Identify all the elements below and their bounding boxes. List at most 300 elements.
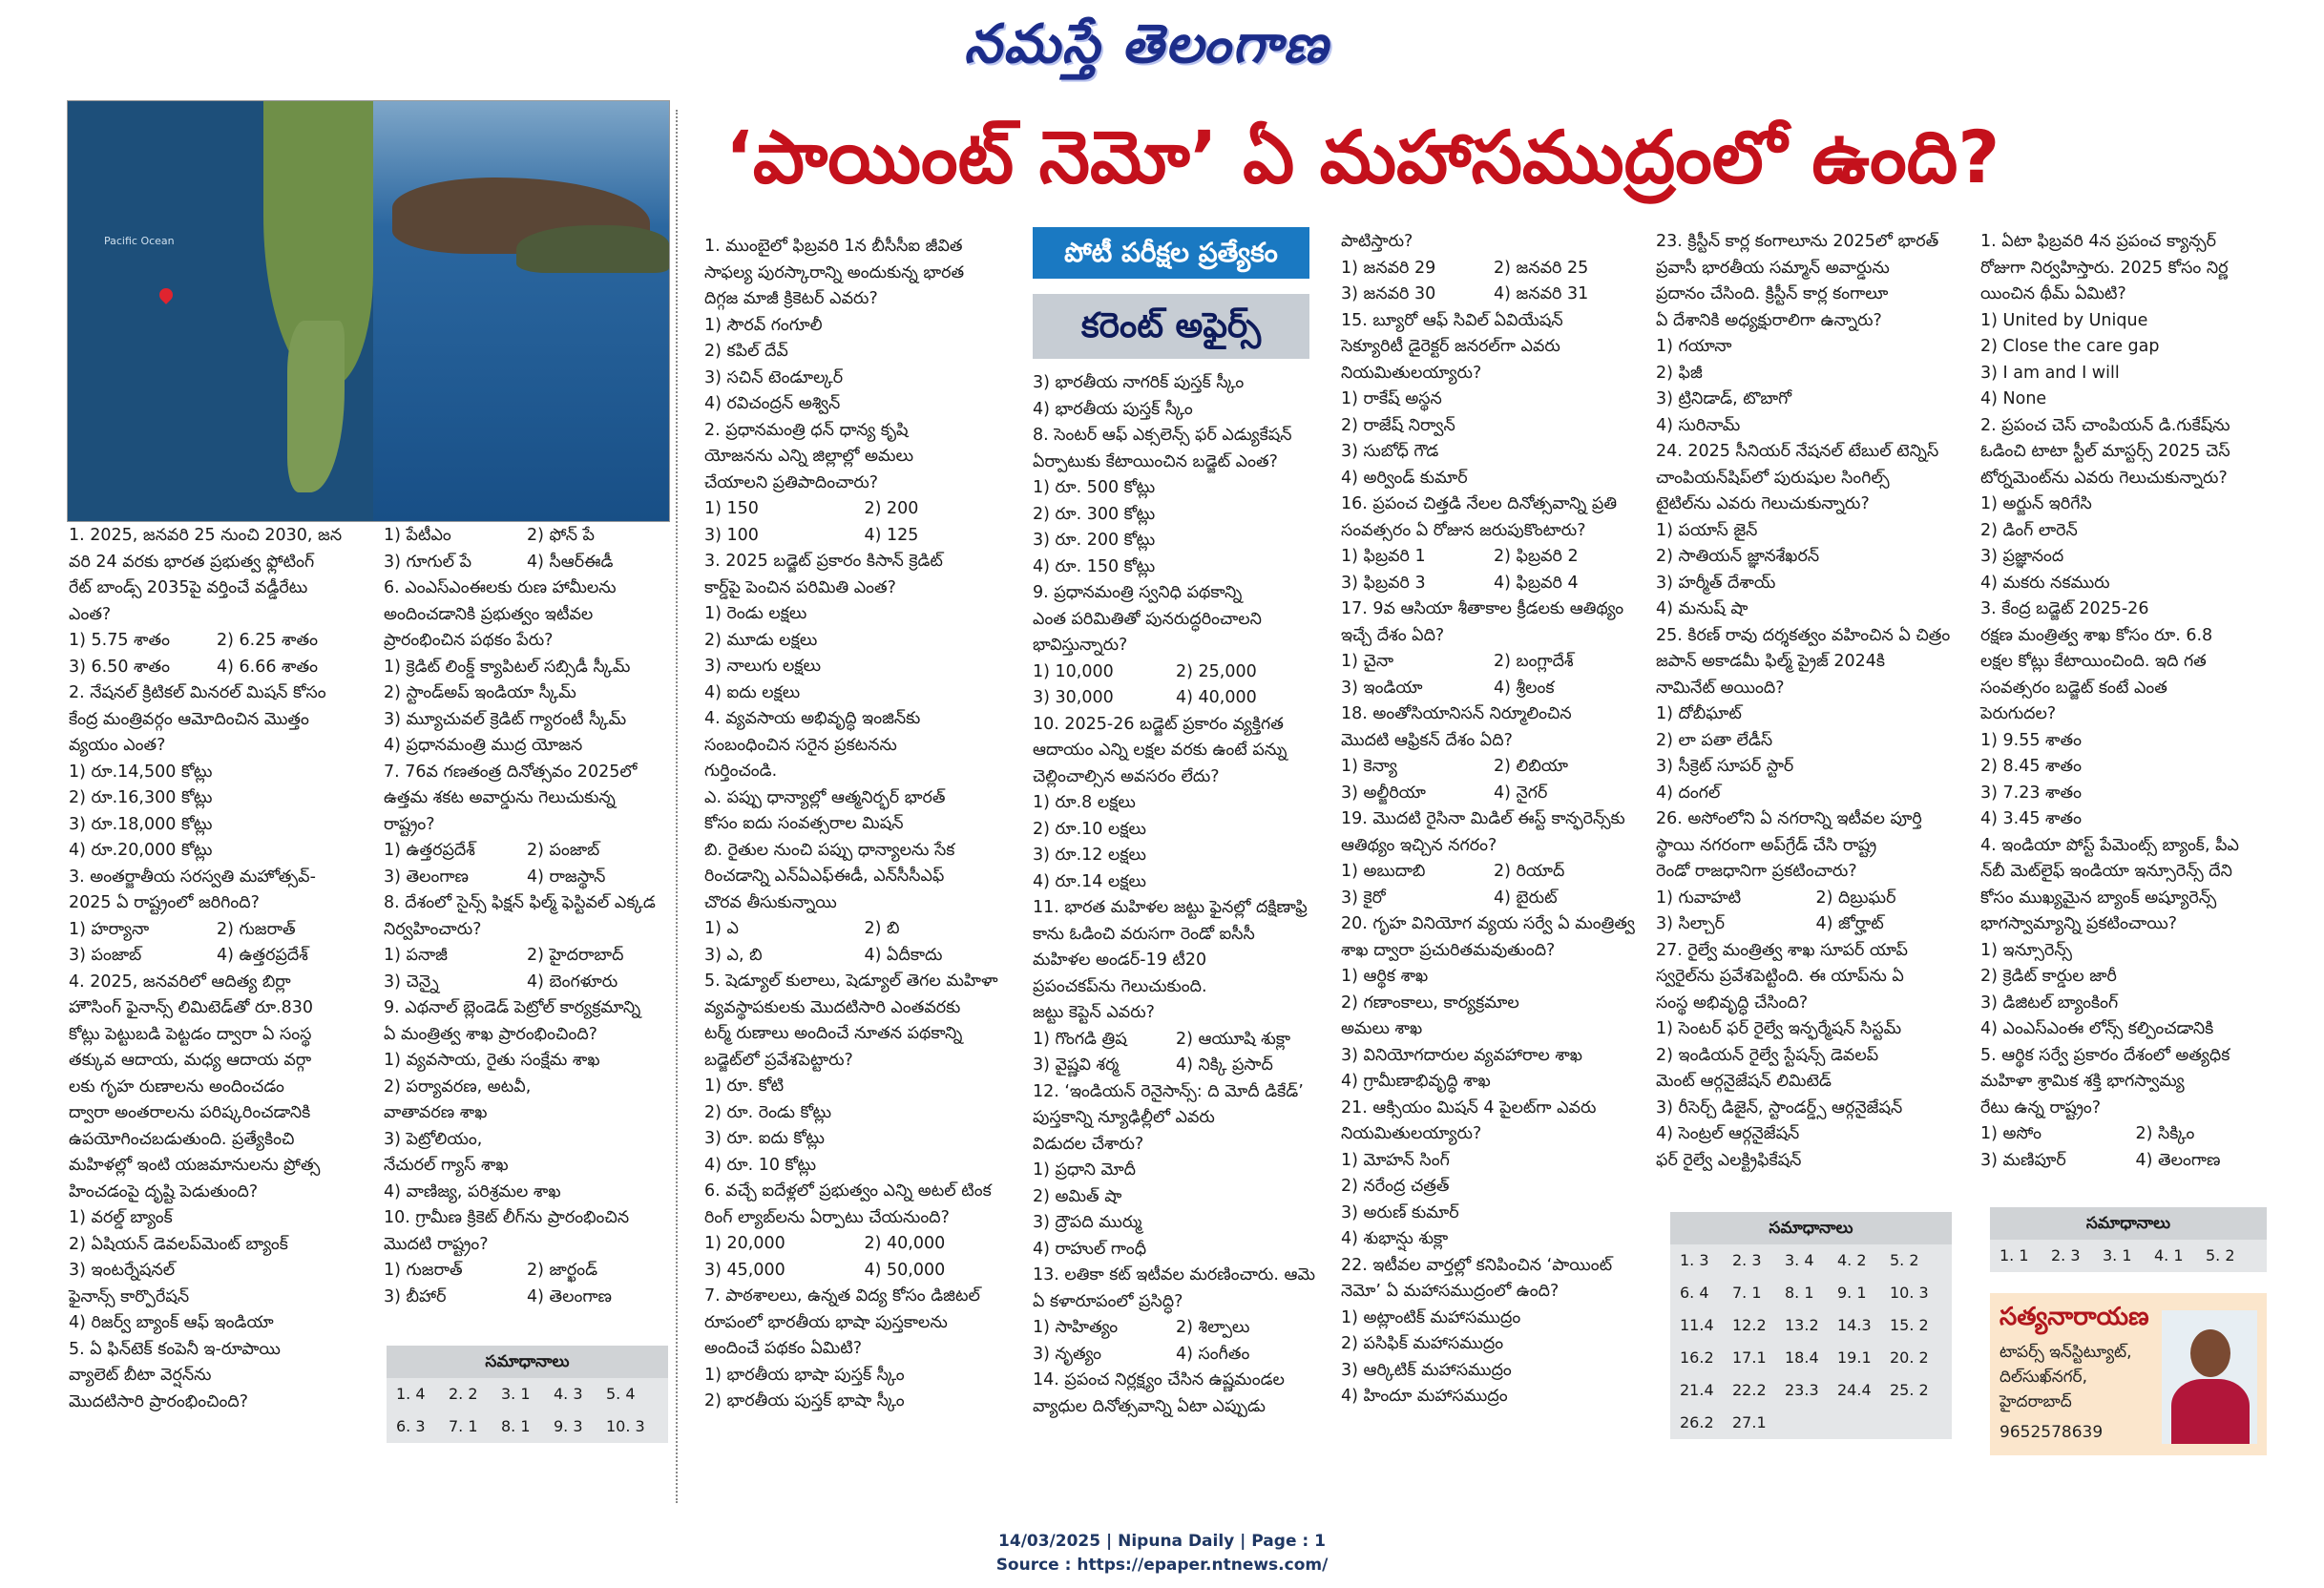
answer-cell: 12.2: [1732, 1316, 1767, 1334]
question-block: [384, 1205, 670, 1310]
question-text: 3. 2025 బడ్జెట్ ప్రకారం కిసాన్ క్రెడిట్: [704, 552, 943, 571]
option-text: 1) ప్రధాని మోదీ: [1033, 1160, 1136, 1180]
question-line: నిర్వహించారు?: [384, 919, 482, 939]
question-line: సంబంధించిన సరైన ప్రకటనను: [704, 735, 897, 755]
option-text: 3) కైరో: [1341, 888, 1386, 908]
option-text: ఫైనాన్స్ కార్పొరేషన్: [69, 1286, 190, 1306]
option-text: 1) వరల్డ్ బ్యాంక్: [69, 1208, 173, 1227]
question-block: [1656, 623, 1976, 807]
option-text: 2) సిక్కిం: [2135, 1124, 2195, 1143]
question-line: మొదటిసారి ప్రారంభించింది?: [69, 1391, 248, 1411]
options-list: [69, 1205, 365, 1337]
option-text: 2) జార్ఖండ్: [527, 1261, 598, 1280]
option-text: 3) మణిపూర్: [1980, 1150, 2066, 1170]
answers-grid: [387, 1378, 668, 1443]
answer-cell: [1890, 1407, 1942, 1439]
section-title: కరెంట్ అఫైర్స్: [1033, 294, 1309, 359]
question-text: 4. 2025, జనవరిలో ఆదిత్య బిర్లా: [69, 972, 291, 992]
answer-cell: 4. 1: [2154, 1246, 2184, 1264]
question-text: 3. కేంద్ర బడ్జెట్ 2025-26: [1980, 599, 2149, 618]
option-text: 3) ద్రౌపది ముర్ము: [1033, 1213, 1142, 1232]
question-line: కార్డ్‌పై పెంచిన పరిమితి ఎంత?: [704, 577, 896, 597]
question-line: పాటిస్తారు?: [1341, 232, 1413, 251]
options-grid: [704, 1231, 1024, 1284]
option-text: 1) ఇన్సూరెన్స్: [1980, 940, 2072, 960]
options-grid: [384, 943, 670, 995]
option-text: 1) ఆర్థిక శాఖ: [1341, 967, 1429, 986]
options-list: [384, 655, 670, 760]
option-text: 2) గుజరాత్: [217, 919, 296, 939]
question-line: బి. రైతుల నుంచి పప్పు ధాన్యాలను సేక: [704, 840, 955, 860]
question-text: 4. వ్యవసాయ అభివృద్ధి ఇంజిన్‌కు: [704, 709, 921, 728]
question-text: 14. ప్రపంచ నిర్లక్ష్యం చేసిన ఉష్ణమండల: [1033, 1370, 1285, 1390]
option-text: 2) 25,000: [1176, 661, 1257, 681]
option-text: 3) 6.50 శాతం: [69, 657, 170, 677]
question-text: 10. 2025-26 బడ్జెట్ ప్రకారం వ్యక్తిగత: [1033, 714, 1284, 734]
option-text: 1) గొంగడి త్రిష: [1033, 1029, 1127, 1049]
option-text: 2) ఫిజీ: [1656, 363, 1703, 383]
answer-cell: 1. 1: [1999, 1246, 2029, 1264]
option-text: 2) పసిఫిక్ మహాసముద్రం: [1341, 1334, 1504, 1353]
question-block: [1341, 1253, 1646, 1410]
options-list: [704, 1363, 1024, 1415]
question-block: [704, 418, 1024, 550]
option-text: 1) 5.75 శాతం: [69, 631, 170, 650]
map-image: [68, 101, 373, 521]
question-block: [384, 760, 670, 891]
question-line: వ్యాధుల దినోత్సవాన్ని ఏటా ఎప్పుడు: [1033, 1396, 1266, 1416]
option-text: 2) పంజాబ్: [527, 841, 600, 860]
question-text: 16. ప్రపంచ చిత్తడి నేలల దినోత్సవాన్ని ప్రతి: [1341, 494, 1618, 513]
question-line: స్వరైల్‌ను ప్రవేశపెట్టింది. ఈ యాప్‌ను ఏ: [1656, 967, 1904, 986]
option-text: అమలు శాఖ: [1341, 1019, 1423, 1038]
option-text: 2) కపిల్ దేవ్: [704, 342, 788, 361]
option-text: 1) రూ. కోటి: [704, 1076, 785, 1096]
option-text: 3) 7.23 శాతం: [1980, 783, 2082, 803]
question-line: వ్యయం ఎంత?: [69, 736, 166, 755]
option-text: 1) United by Unique: [1980, 310, 2148, 330]
question-line: ఏ కళారూపంలో ప్రసిద్ధి?: [1033, 1291, 1183, 1311]
question-block: [1033, 895, 1319, 1079]
option-text: 3) ఇండియా: [1341, 678, 1423, 698]
option-text: 4) జోర్హాట్: [1815, 914, 1884, 933]
question-text: 20. గృహ వినియోగ వ్యయ సర్వే ఏ మంత్రిత్వ: [1341, 914, 1635, 933]
answer-cell: 1. 4: [396, 1385, 426, 1403]
column-divider: [676, 110, 678, 1503]
option-text: 2) Close the care gap: [1980, 337, 2160, 356]
footer-source: Source : https://epaper.ntnews.com/: [995, 1556, 1329, 1575]
option-text: 4) బెంగళూరు: [527, 972, 618, 992]
option-text: 3) చెన్నై: [384, 972, 439, 992]
question-line: కోట్లు పెట్టుబడి పెట్టడం ద్వారా ఏ సంస్థ: [69, 1024, 312, 1044]
question-line: శాఖ ద్వారా ప్రచురితమవుతుంది?: [1341, 940, 1556, 960]
option-text: 1) 9.55 శాతం: [1980, 730, 2082, 750]
question-line: ఎ. పప్పు ధాన్యాల్లో ఆత్మనిర్భర్ భారత్: [704, 787, 946, 807]
question-text: 25. కిరణ్ రావు దర్శకత్వం వహించిన ఏ చిత్రం: [1656, 625, 1951, 645]
answers-title: సమాధానాలు: [1670, 1212, 1952, 1244]
option-text: 4) ఎంఎస్ఎంఈ లోన్స్ కల్పించడానికి: [1980, 1019, 2214, 1038]
question-line: కోసం ముఖ్యమైన బ్యాంక్ అష్యూరెన్స్: [1980, 888, 2217, 908]
option-text: 2) పర్యావరణ, అటవీ,: [384, 1076, 532, 1097]
answer-cell: 6. 3: [396, 1417, 426, 1435]
option-text: 4) మనుష్ షా: [1656, 599, 1748, 618]
answer-cell: [1837, 1407, 1890, 1439]
option-text: 2) గణాంకాలు, కార్యక్రమాల: [1341, 992, 1519, 1013]
question-text: 17. 9వ ఆసియా శీతాకాల క్రీడలకు ఆతిథ్యం: [1341, 599, 1624, 618]
question-text: 27. రైల్వే మంత్రిత్వ శాఖ సూపర్ యాప్: [1656, 940, 1908, 960]
question-line: మొదటి రాష్ట్రం?: [384, 1234, 489, 1254]
question-line: హౌసింగ్ ఫైనాన్స్ లిమిటెడ్‌తో రూ.830: [69, 998, 314, 1017]
question-line: స్థాయి నగరంగా అప్‌గ్రేడ్ చేసి రాష్ట్ర: [1656, 835, 1877, 855]
question-line: 2025 ఏ రాష్ట్రంలో జరిగింది?: [69, 893, 260, 912]
question-block: [1341, 806, 1646, 911]
question-line: ద్వారా అంతరాలను పరిష్కరించడానికి: [69, 1103, 311, 1122]
question-line: ప్రదానం చేసింది. క్రిస్టీన్ కార్ల కంగాలూ: [1656, 284, 1889, 303]
option-text: 2) నరేంద్ర చత్రత్: [1341, 1177, 1450, 1196]
option-text: 3) ఆర్కిటిక్ మహాసముద్రం: [1341, 1360, 1512, 1380]
question-line: టర్మ్ రుణాలు అందించే నూతన పథకాన్ని: [704, 1024, 963, 1043]
option-text: 2) రూ. రెండు కోట్లు: [704, 1102, 832, 1122]
option-text: 3) ఎ, బి: [704, 945, 763, 965]
answer-cell: 22.2: [1732, 1381, 1767, 1399]
question-text: 19. మొదటి రైసినా మిడిల్ ఈస్ట్ కాన్ఫరెన్స్‌కు: [1341, 809, 1625, 828]
question-text: 8. దేశంలో సైన్స్ ఫిక్షన్ ఫిల్మ్ ఫెస్టివల్ ఎక్కడ: [384, 893, 656, 912]
question-line: లక్షల కోట్లు కేటాయించింది. ఇది గత: [1980, 652, 2207, 671]
options-list: [1341, 1306, 1646, 1410]
question-line: రోజుగా నిర్వహిస్తారు. 2025 కోసం నిర్ణ: [1980, 258, 2229, 278]
question-line: ఉపయోగించబడుతుంది. ప్రత్యేకించి: [69, 1129, 295, 1149]
question-block: [1341, 1096, 1646, 1253]
option-text: 4) సంగీతం: [1176, 1344, 1250, 1364]
question-text: 1. ఏటా ఫిబ్రవరి 4న ప్రపంచ క్యాన్సర్: [1980, 232, 2217, 251]
option-text: 3) హర్మీత్ దేశాయ్: [1656, 573, 1776, 593]
option-text: 4) రూ.14 లక్షలు: [1033, 871, 1146, 891]
question-line: లకు గృహ రుణాలను అందించడం: [69, 1076, 284, 1097]
answers-box-1: [387, 1346, 668, 1443]
option-text: నేచురల్ గ్యాస్ శాఖ: [384, 1156, 509, 1175]
option-text: 2) 6.25 శాతం: [217, 631, 318, 650]
question-line: మహిళా శ్రామిక శక్తి భాగస్వామ్య: [1980, 1072, 2185, 1091]
question-block: [1033, 580, 1319, 712]
answer-cell: 4. 2: [1837, 1251, 1867, 1269]
question-line: రించడాన్ని ఎన్ఏఎఫ్ఈడీ, ఎన్‌సీసీఎఫ్: [704, 867, 945, 886]
options-list: [1033, 475, 1319, 580]
section-tag: పోటీ పరీక్షల ప్రత్యేకం: [1033, 227, 1309, 279]
question-line: ఉత్తమ శకట అవార్డును గెలుచుకున్న: [384, 788, 616, 807]
answer-cell: 19.1: [1837, 1348, 1872, 1367]
option-text: 4) సెంట్రల్ ఆర్గనైజేషన్: [1656, 1124, 1800, 1143]
options-grid: [1341, 649, 1646, 701]
option-text: 1) సెంటర్ ఫర్ రైల్వే ఇన్ఫర్మేషన్ సిస్టమ్: [1656, 1019, 1902, 1038]
question-line: ఓడించి టాటా స్టీల్ మాస్టర్స్ 2025 చెస్: [1980, 442, 2230, 461]
question-line: ఆదాయం ఎన్ని లక్షల వరకు ఉంటే పన్ను: [1033, 741, 1288, 760]
author-area: దిల్‌సుఖ్‌నగర్,: [1999, 1368, 2088, 1387]
question-text: 24. 2025 సీనియర్ నేషనల్ టేబుల్ టెన్నిస్: [1656, 442, 1939, 461]
question-line: మహిళల అండర్-19 టీ20: [1033, 951, 1207, 970]
question-line: నియమితులయ్యారు?: [1341, 363, 1482, 383]
question-text: 9. ఎథనాల్ బ్లెండెడ్ పెట్రోల్ కార్యక్రమాన్ని: [384, 998, 641, 1017]
options-list: [1980, 728, 2291, 833]
question-block: [704, 234, 1024, 418]
option-text: 1) 20,000: [704, 1234, 785, 1253]
options-list: [704, 601, 1024, 706]
question-line: గుర్తించండి.: [704, 762, 778, 781]
answer-cell: 3. 1: [2103, 1246, 2132, 1264]
answer-cell: 24.4: [1837, 1381, 1872, 1399]
option-text: 4) తెలంగాణ: [2135, 1150, 2221, 1170]
question-line: ఆతిథ్యం ఇచ్చిన నగరం?: [1341, 835, 1497, 855]
option-text: 4) నిక్కి ప్రసాద్: [1176, 1055, 1273, 1075]
option-text: 1) భారతీయ భాషా పుస్తక్ స్కీం: [704, 1365, 905, 1385]
option-text: 2) 8.45 శాతం: [1980, 757, 2082, 776]
option-text: 1) రూ.8 లక్షలు: [1033, 793, 1136, 812]
option-text: 3) I am and I will: [1980, 363, 2120, 383]
answer-cell: [1785, 1407, 1837, 1439]
location-pin-icon: [157, 285, 176, 304]
question-line: విడుదల చేశారు?: [1033, 1134, 1144, 1154]
question-block: [1341, 308, 1646, 492]
answer-cell: 18.4: [1785, 1348, 1819, 1367]
question-text: 15. బ్యూరో ఆఫ్ సివిల్ ఏవియేషన్: [1341, 310, 1563, 330]
option-text: ఫర్ రైల్వే ఎలక్ట్రిఫికేషన్: [1656, 1150, 1802, 1170]
option-text: 2) హైదరాబాద్: [527, 946, 624, 965]
option-text: 3) రీసెర్చ్ డిజైన్, స్టాండర్డ్స్ ఆర్గనైజేషన్: [1656, 1097, 1903, 1118]
question-line: పెరుగుదల?: [1980, 704, 2057, 723]
answer-cell: 2. 3: [1732, 1251, 1762, 1269]
options-grid: [704, 496, 1024, 549]
options-grid: [1341, 859, 1646, 911]
question-block: [1033, 712, 1319, 896]
answer-cell: 14.3: [1837, 1316, 1872, 1334]
option-text: 1) ఉత్తరప్రదేశ్: [384, 841, 475, 860]
question-text: 8. సెంటర్ ఆఫ్ ఎక్సలెన్స్ ఫర్ ఎడ్యుకేషన్: [1033, 426, 1292, 445]
question-block: [1033, 1263, 1319, 1368]
answers-box-2: [1670, 1212, 1952, 1439]
column-2: [384, 523, 670, 1310]
question-text: 5. ఏ ఫిన్‌టెక్ కంపెనీ ఇ-రూపాయి: [69, 1339, 281, 1359]
question-line: టైటిల్‌ను ఎవరు గెలుచుకున్నారు?: [1656, 494, 1870, 513]
answer-cell: 27.1: [1732, 1413, 1767, 1431]
question-text: 6. వచ్చే ఐదేళ్లలో ప్రభుత్వం ఎన్ని అటల్ టింక: [704, 1181, 992, 1201]
answer-cell: 5. 4: [606, 1385, 636, 1403]
option-text: 3) అరుణ్ కుమార్: [1341, 1202, 1459, 1222]
question-block: [1033, 423, 1319, 580]
options-list: [384, 1048, 670, 1205]
question-text: 2. ప్రపంచ చెస్ చాంపియన్ డి.గుకేష్‌ను: [1980, 415, 2230, 435]
option-text: 3) సిల్చార్: [1656, 914, 1725, 933]
question-line: కోసం ఐదు సంవత్సరాల మిషన్: [704, 814, 904, 833]
option-text: 3) పంజాబ్: [69, 946, 142, 965]
question-text: 7. పాఠశాలలు, ఉన్నత విద్య కోసం డిజిటల్: [704, 1286, 980, 1306]
option-text: 1) 150: [704, 499, 759, 518]
option-text: 2) సాతియన్ జ్ఞానశేఖరన్: [1656, 547, 1820, 566]
question-block: [1656, 229, 1976, 439]
answer-cell: 7. 1: [1732, 1284, 1762, 1302]
option-text: వాతావరణ శాఖ: [384, 1103, 488, 1122]
option-text: 4) సురినామ్: [1656, 415, 1741, 435]
question-block: [1656, 938, 1976, 1175]
option-text: 2) శిల్పాలు: [1176, 1318, 1250, 1337]
question-line: ఏ మంత్రిత్వ శాఖ ప్రారంభించింది?: [384, 1024, 597, 1044]
question-line: దిగ్గజ మాజీ క్రికెటర్ ఎవరు?: [704, 289, 878, 308]
option-text: 1) హర్యానా: [69, 919, 150, 939]
option-text: 2) మూడు లక్షలు: [704, 630, 818, 650]
question-line: వరి 24 వరకు భారత ప్రభుత్వ ఫ్లోటింగ్: [69, 552, 315, 572]
options-grid: [384, 1258, 670, 1310]
question-block: [1033, 370, 1319, 423]
question-line: రేట్ బాండ్స్ 2035పై వర్తించే వడ్డీరేటు: [69, 578, 308, 597]
author-city: హైదరాబాద్: [1999, 1392, 2072, 1411]
question-line: ప్రవాసీ భారతీయ సమ్మాన్ అవార్డును: [1656, 258, 1890, 278]
options-list: [1033, 1158, 1319, 1263]
option-text: 2) బంగ్లాదేశ్: [1494, 652, 1574, 671]
question-text: 3. అంతర్జాతీయ సరస్వతి మహోత్సవ్-: [69, 867, 316, 887]
option-text: 1) సౌరవ్ గంగూలీ: [704, 315, 823, 335]
question-line: మొదటి ఆఫ్రికన్ దేశం ఏది?: [1341, 730, 1513, 750]
question-block: [704, 969, 1024, 1179]
option-text: 4) వాణిజ్య, పరిశ్రమల శాఖ: [384, 1181, 561, 1201]
question-block: [1033, 1368, 1319, 1420]
option-text: 2) రాజేష్ నిర్వాన్: [1341, 415, 1455, 435]
question-block: [384, 890, 670, 995]
option-text: 3) వినియోగదారుల వ్యవహారాల శాఖ: [1341, 1045, 1582, 1065]
answer-cell: 3. 4: [1785, 1251, 1814, 1269]
option-text: 1) రూ.14,500 కోట్లు: [69, 762, 213, 782]
question-line: చేయాలని ప్రతిపాదించారు?: [704, 472, 879, 492]
option-text: 3) గూగుల్ పే: [384, 552, 472, 572]
option-text: 2) లా పతా లేడీస్: [1656, 730, 1773, 750]
option-text: 2) భారతీయ పుస్తక్ భాషా స్కీం: [704, 1391, 905, 1410]
option-text: 3) డిజిటల్ బ్యాంకింగ్: [1980, 992, 2119, 1013]
footer-date: 14/03/2025 | Nipuna Daily | Page : 1: [998, 1532, 1326, 1551]
option-text: 4) None: [1980, 389, 2047, 408]
column-4: [1033, 370, 1319, 1420]
author-card: [1990, 1293, 2267, 1455]
question-line: భాగస్వామ్యాన్ని ప్రకటించాయి?: [1980, 914, 2178, 933]
question-line: సంవత్సరం బడ్జెట్ కంటే ఎంత: [1980, 678, 2167, 698]
option-text: 1) కెన్యా: [1341, 757, 1397, 776]
option-text: 1) అట్లాంటిక్ మహాసముద్రం: [1341, 1307, 1521, 1327]
options-grid: [69, 917, 365, 970]
question-line: కేంద్ర మంత్రివర్గం ఆమోదించిన మొత్తం: [69, 709, 309, 729]
answer-cell: 8. 1: [1785, 1284, 1814, 1302]
answer-cell: 17.1: [1732, 1348, 1767, 1367]
question-line: సంవత్సరం ఏ రోజున జరుపుకొంటారు?: [1341, 520, 1586, 540]
answers-title: సమాధానాలు: [1990, 1207, 2267, 1240]
option-text: 3) ఇంటర్నేషనల్: [69, 1261, 176, 1280]
map-label: Pacific Ocean: [104, 235, 175, 247]
answer-cell: 2. 2: [449, 1385, 478, 1403]
options-grid: [384, 838, 670, 890]
option-text: 4) ఏదీకాదు: [864, 945, 943, 965]
answers-grid: [1990, 1240, 2267, 1272]
option-text: 2) ఇండియన్ రైల్వే స్టేషన్స్ డెవలప్: [1656, 1045, 1879, 1065]
option-text: 3) ట్రినిడాడ్, టొబాగో: [1656, 389, 1792, 408]
options-list: [1980, 938, 2291, 1043]
option-text: 3) ఫిబ్రవరి 3: [1341, 573, 1426, 593]
option-text: 3) సుబోధ్ గౌడ: [1341, 442, 1439, 461]
answer-cell: 9. 1: [1837, 1284, 1867, 1302]
answer-cell: 16.2: [1680, 1348, 1714, 1367]
question-line: రెండో రాజధానిగా ప్రకటించారు?: [1656, 862, 1857, 881]
answer-cell: 23.3: [1785, 1381, 1819, 1399]
options-list: [1341, 1148, 1646, 1253]
question-block: [1341, 491, 1646, 596]
question-line: సంస్థ అభివృద్ధి చేసింది?: [1656, 992, 1809, 1013]
option-text: 1) చైనా: [1341, 652, 1394, 671]
question-text: 11. భారత మహిళల జట్టు ఫైనల్లో దక్షిణాఫ్రి: [1033, 898, 1308, 917]
question-line: ఎంత?: [69, 604, 112, 624]
option-text: 4) 50,000: [864, 1260, 946, 1280]
option-text: 3) అల్జీరియా: [1341, 783, 1426, 803]
column-1: [69, 523, 365, 1415]
answer-cell: 7. 1: [449, 1417, 478, 1435]
option-text: 4) రాహుల్ గాంధీ: [1033, 1239, 1147, 1259]
answer-cell: 13.2: [1785, 1316, 1819, 1334]
author-name: సత్యనారాయణ: [1999, 1303, 2149, 1331]
options-list: [1980, 491, 2291, 596]
option-text: 2) అమిత్ షా: [1033, 1186, 1122, 1206]
option-text: 1) గువాహటి: [1656, 888, 1742, 908]
option-text: 2) రూ. 300 కోట్లు: [1033, 504, 1156, 524]
option-text: 3) 30,000: [1033, 688, 1114, 707]
option-text: 4) ఐదు లక్షలు: [704, 682, 801, 702]
option-text: 4) తెలంగాణ: [527, 1286, 612, 1306]
option-text: 4) 3.45 శాతం: [1980, 809, 2082, 828]
option-text: 3) భారతీయ నాగరిక్ పుస్తక్ స్కీం: [1033, 373, 1245, 392]
question-line: రేటు ఉన్న రాష్ట్రం?: [1980, 1097, 2102, 1118]
question-block: [69, 1337, 365, 1416]
question-line: న్‌బీ మెట్‌లైఫ్ ఇండియా ఇన్సూరెన్స్ దేని: [1980, 862, 2232, 881]
options-grid: [1341, 754, 1646, 806]
question-block: [704, 549, 1024, 706]
question-block: [1980, 1043, 2291, 1175]
option-text: 1) పయాస్ జైన్: [1656, 520, 1758, 540]
option-text: 4) గ్రామీణాభివృద్ధి శాఖ: [1341, 1072, 1491, 1091]
question-block: [1341, 229, 1646, 308]
option-text: 1) రాకేష్ అస్థన: [1341, 389, 1442, 408]
option-text: 2) బి: [864, 919, 900, 938]
question-line: రింగ్ ల్యాబ్‌లను ఏర్పాటు చేయనుంది?: [704, 1207, 950, 1227]
question-line: సాఫల్య పురస్కారాన్ని అందుకున్న భారత: [704, 262, 965, 282]
question-line: వ్యాలెట్ బీటా వెర్షన్‌ను: [69, 1366, 212, 1385]
answer-cell: 26.2: [1680, 1413, 1714, 1431]
option-text: 4) అర్విండ్ కుమార్: [1341, 468, 1468, 488]
option-text: 4) రూ. 150 కోట్లు: [1033, 556, 1156, 576]
answer-cell: 8. 1: [501, 1417, 531, 1435]
option-text: 2) రూ.10 లక్షలు: [1033, 819, 1146, 839]
column-7: [1980, 229, 2291, 1174]
option-text: 1) ఫిబ్రవరి 1: [1341, 547, 1426, 566]
option-text: 1) రెండు లక్షలు: [704, 604, 807, 623]
option-text: 2) ఏషియన్ డెవలప్‌మెంట్ బ్యాంక్: [69, 1234, 288, 1254]
question-line: జపాన్ అకాడమీ ఫిల్మ్ ప్రైజ్ 2024కి: [1656, 652, 1886, 671]
option-text: 1) పేటీఎం: [384, 526, 451, 545]
option-text: 2) డింగ్ లారెన్: [1980, 520, 2078, 540]
answer-cell: 25. 2: [1890, 1381, 1929, 1399]
option-text: 4) 40,000: [1176, 688, 1257, 707]
question-block: [69, 680, 365, 865]
question-line: ఏ దేశానికి అధ్యక్షురాలిగా ఉన్నారు?: [1656, 310, 1882, 330]
option-text: 4) నైగర్: [1494, 783, 1548, 803]
answer-cell: 4. 3: [554, 1385, 583, 1403]
question-block: [1980, 833, 2291, 1043]
option-text: 4) శుభాన్షు శుక్లా: [1341, 1229, 1449, 1248]
question-line: యించిన థీమ్ ఏమిటి?: [1980, 284, 2126, 303]
option-text: 2) రియాద్: [1494, 862, 1565, 881]
question-text: 6. ఎంఎస్ఎంఈలకు రుణ హామీలను: [384, 578, 617, 597]
options-grid: [384, 523, 670, 575]
